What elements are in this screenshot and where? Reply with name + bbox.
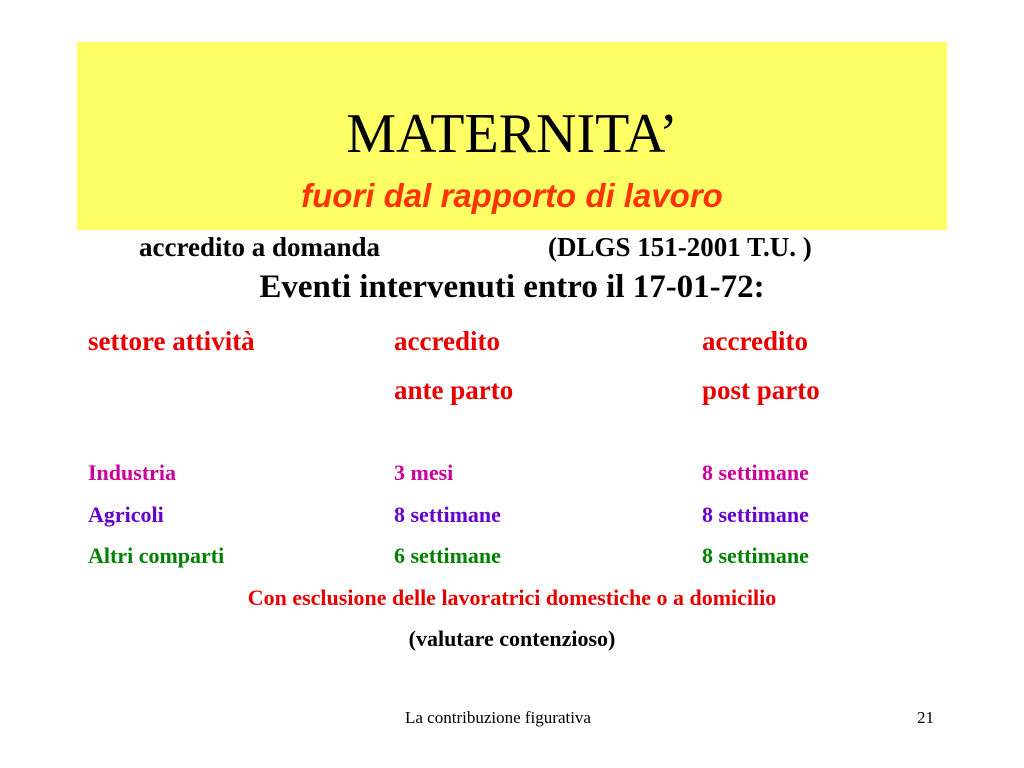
exclusion-note: Con esclusione delle lavoratrici domestiche o a domicilio — [247, 585, 777, 610]
row-agricoli-sector: Agricoli — [88, 502, 164, 527]
header-post-line2: post parto — [702, 375, 820, 405]
evaluate-note: (valutare contenzioso) — [408, 626, 616, 651]
law-reference: (DLGS 151-2001 T.U. ) — [548, 232, 812, 262]
row-industria-sector: Industria — [88, 460, 177, 485]
row-industria-post: 8 settimane — [702, 460, 809, 485]
header-ante-line2: ante parto — [394, 375, 514, 405]
accredito-label: accredito a domanda — [139, 232, 380, 262]
row-agricoli-post: 8 settimane — [702, 502, 809, 527]
slide-subtitle: fuori dal rapporto di lavoro — [301, 177, 723, 214]
row-altri-ante: 6 settimane — [394, 543, 501, 568]
header-sector: settore attività — [88, 326, 255, 356]
header-post-line1: accredito — [702, 326, 808, 356]
footer-text: La contribuzione figurativa — [405, 708, 591, 727]
events-heading: Eventi intervenuti entro il 17-01-72: — [259, 269, 765, 305]
slide-title: MATERNITA’ — [346, 103, 678, 165]
row-altri-sector: Altri comparti — [88, 543, 225, 568]
page-number: 21 — [917, 708, 934, 727]
row-agricoli-ante: 8 settimane — [394, 502, 501, 527]
header-ante-line1: accredito — [394, 326, 500, 356]
row-industria-ante: 3 mesi — [394, 460, 454, 485]
title-box — [77, 42, 947, 262]
row-altri-post: 8 settimane — [702, 543, 809, 568]
